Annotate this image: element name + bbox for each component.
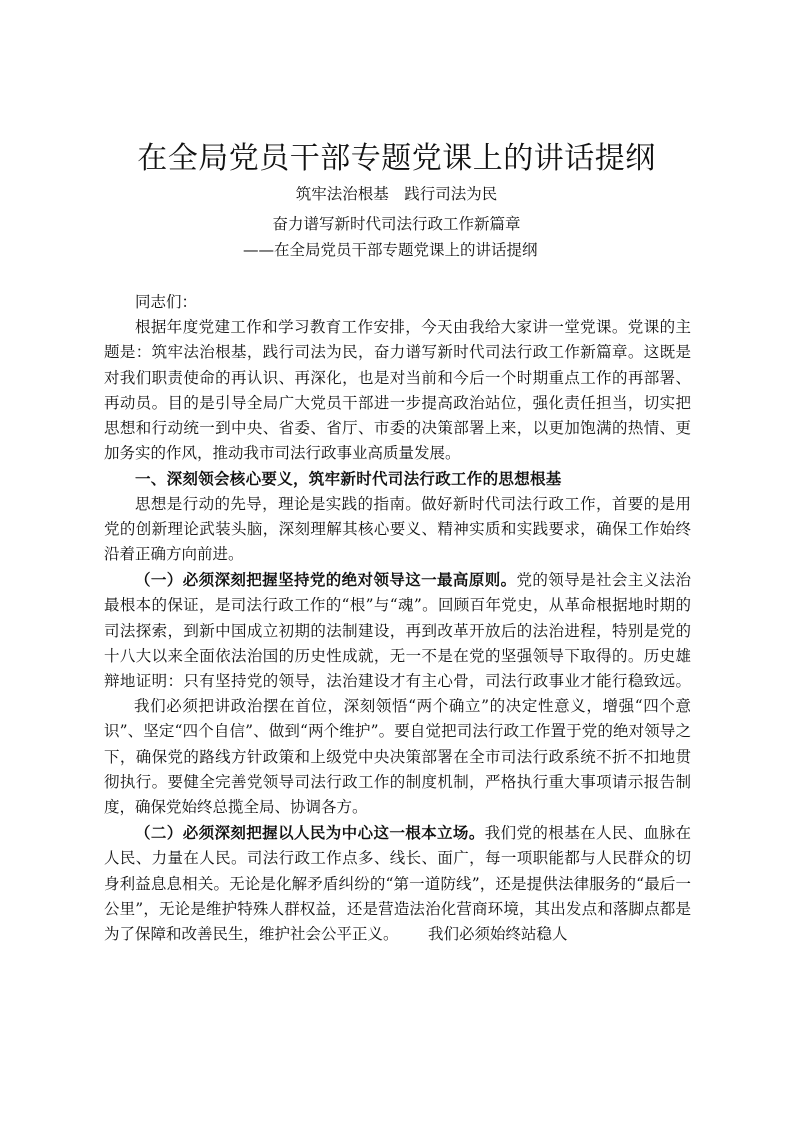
subtitle-line-3: ——在全局党员干部专题党课上的讲话提纲 bbox=[243, 241, 538, 259]
subtitle-line-1: 筑牢法治根基 践行司法为民 bbox=[295, 185, 498, 203]
intro-paragraph: 根据年度党建工作和学习教育工作安排，今天由我给大家讲一堂党课。党课的主题是：筑牢法治根基，践行司法为民，奋力谱写新时代司法行政工作新篇章。这既是对我们职责使命的再认识、再深化，也是对当前和今后一个时期重点工作的再部署、再动员。目的是引导全局广大党员干部进一步提高政治站位，强化责任担当，切实把思想和行动统一到中央、省委、省厅、市委的决策部署上来，以更加饱满的热情、更加务实的作风，推动我市司法行政事业高质量发展。 bbox=[104, 318, 691, 463]
item-1-text-b: 我们必须把讲政治摆在首位，深刻领悟“两个确立”的决定性意义，增强“四个意识”、坚定“四个自信”、做到“两个维护”。要自觉把司法行政工作置于党的绝对领导之下，确保党的路线方针政策和上级党中央决策部署在全市司法行政系统不折不扣地贯彻执行。要健全完善党领导司法行政工作的制度机制，严格执行重大事项请示报告制度，确保党始终总揽全局、协调各方。 bbox=[104, 697, 691, 817]
item-1-text-a: 党的领导是社会主义法治最根本的保证，是司法行政工作的“根”与“魂”。回顾百年党史，从革命根据地时期的司法探索，到新中国成立初期的法制建设，再到改革开放后的法治进程，特别是党的十八大以来全面依法治国的历史性成就，无一不是在党的坚强领导下取得的。历史雄辩地证明：只有坚持党的领导，法治建设才有主心骨，司法行政事业才能行稳致远。 bbox=[104, 571, 691, 691]
item-1-lead: （一）必须深刻把握坚持党的绝对领导这一最高原则。 bbox=[135, 570, 517, 590]
item-2-text-b: 我们必须始终站稳人 bbox=[427, 925, 568, 944]
section-1-heading: 一、深刻领会核心要义，筑牢新时代司法行政工作的思想根基 bbox=[135, 469, 562, 489]
document-title: 在全局党员干部专题党课上的讲话提纲 bbox=[137, 141, 656, 176]
item-1-paragraph bbox=[104, 567, 691, 820]
section-1-intro: 思想是行动的先导，理论是实践的指南。做好新时代司法行政工作，首要的是用党的创新理论武装头脑，深刻理解其核心要义、精神实质和实践要求，确保工作始终沿着正确方向前进。 bbox=[104, 494, 691, 564]
item-2-lead: （二）必须深刻把握以人民为中心这一根本立场。 bbox=[135, 823, 485, 843]
document-body bbox=[104, 290, 691, 947]
item-2-text-a: 我们党的根基在人民、血脉在人民、力量在人民。司法行政工作点多、线长、面广，每一项职能都与人民群众的切身利益息息相关。无论是化解矛盾纠纷的“第一道防线”，还是提供法律服务的“最后一公里”，无论是维护特殊人群权益，还是营造法治化营商环境，其出发点和落脚点都是为了保障和改善民生，维护社会公平正义。 bbox=[104, 824, 691, 944]
subtitle-line-2: 奋力谱写新时代司法行政工作新篇章 bbox=[272, 215, 521, 233]
item-2-paragraph bbox=[104, 820, 691, 947]
greeting: 同志们： bbox=[135, 293, 198, 311]
